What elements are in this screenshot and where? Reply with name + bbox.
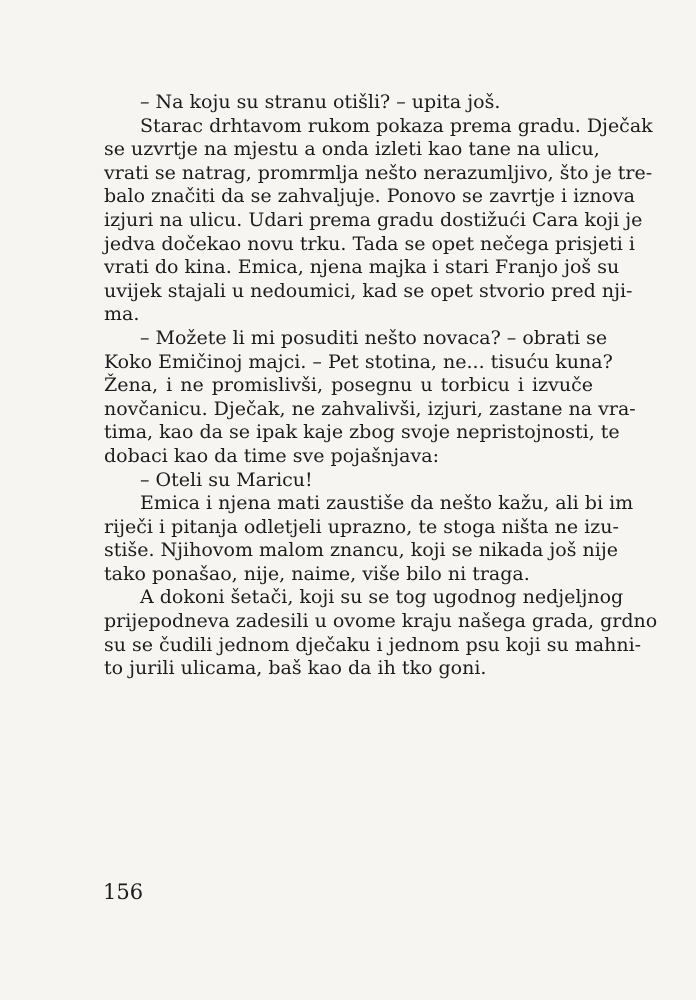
body-text <box>104 91 658 681</box>
text-line: izjuri na ulicu. Udari prema gradu dostižući Cara koji je <box>104 208 643 231</box>
text-line: stiše. Njihovom malom znancu, koji se nikada još nije <box>104 539 618 562</box>
text-line: vrati do kina. Emica, njena majka i stari Franjo još su <box>104 256 620 279</box>
text-line: su se čudili jednom dječaku i jednom psu koji su mahni- <box>104 633 642 656</box>
text-line: to jurili ulicama, baš kao da ih tko goni. <box>104 657 487 680</box>
text-line: – Možete li mi posuditi nešto novaca? – obrati se <box>140 326 608 349</box>
text-line: prijepodneva zadesili u ovome kraju našega grada, grdno <box>104 610 658 633</box>
text-line: Emica i njena mati zaustiše da nešto kažu, ali bi im <box>140 492 634 515</box>
text-line: jedva dočekao novu trku. Tada se opet nečega prisjeti i <box>104 232 635 255</box>
text-line: tima, kao da se ipak kaje zbog svoje nepristojnosti, te <box>104 421 620 444</box>
text-line: uvijek stajali u nedoumici, kad se opet stvorio pred nji- <box>104 279 633 302</box>
text-line: – Na koju su stranu otišli? – upita još. <box>140 91 501 113</box>
text-line: tako ponašao, nije, naime, više bilo ni traga. <box>104 562 530 585</box>
text-line: Koko Emičinoj majci. – Pet stotina, ne... tisuću kuna? <box>104 350 613 373</box>
text-line: novčanicu. Dječak, ne zahvalivši, izjuri, zastane na vra- <box>104 397 636 420</box>
text-line: Žena, i ne promislivši, posegnu u torbicu i izvuče <box>104 374 593 397</box>
text-line: ma. <box>104 303 140 326</box>
text-line: – Oteli su Maricu! <box>140 468 313 491</box>
text-line: vrati se natrag, promrmlja nešto nerazumljivo, što je tre- <box>104 161 653 184</box>
text-line: dobaci kao da time sve pojašnjava: <box>104 444 439 467</box>
text-line: A dokoni šetači, koji su se tog ugodnog nedjeljnog <box>140 586 624 609</box>
text-line: balo značiti da se zahvaljuje. Ponovo se zavrtje i iznova <box>104 185 635 208</box>
page-number: 156 <box>103 880 144 904</box>
text-line: Starac drhtavom rukom pokaza prema gradu. Dječak <box>140 114 653 137</box>
text-line: riječi i pitanja odletjeli uprazno, te stoga ništa ne izu- <box>104 515 619 538</box>
text-line: se uzvrtje na mjestu a onda izleti kao tane na ulicu, <box>104 138 600 161</box>
